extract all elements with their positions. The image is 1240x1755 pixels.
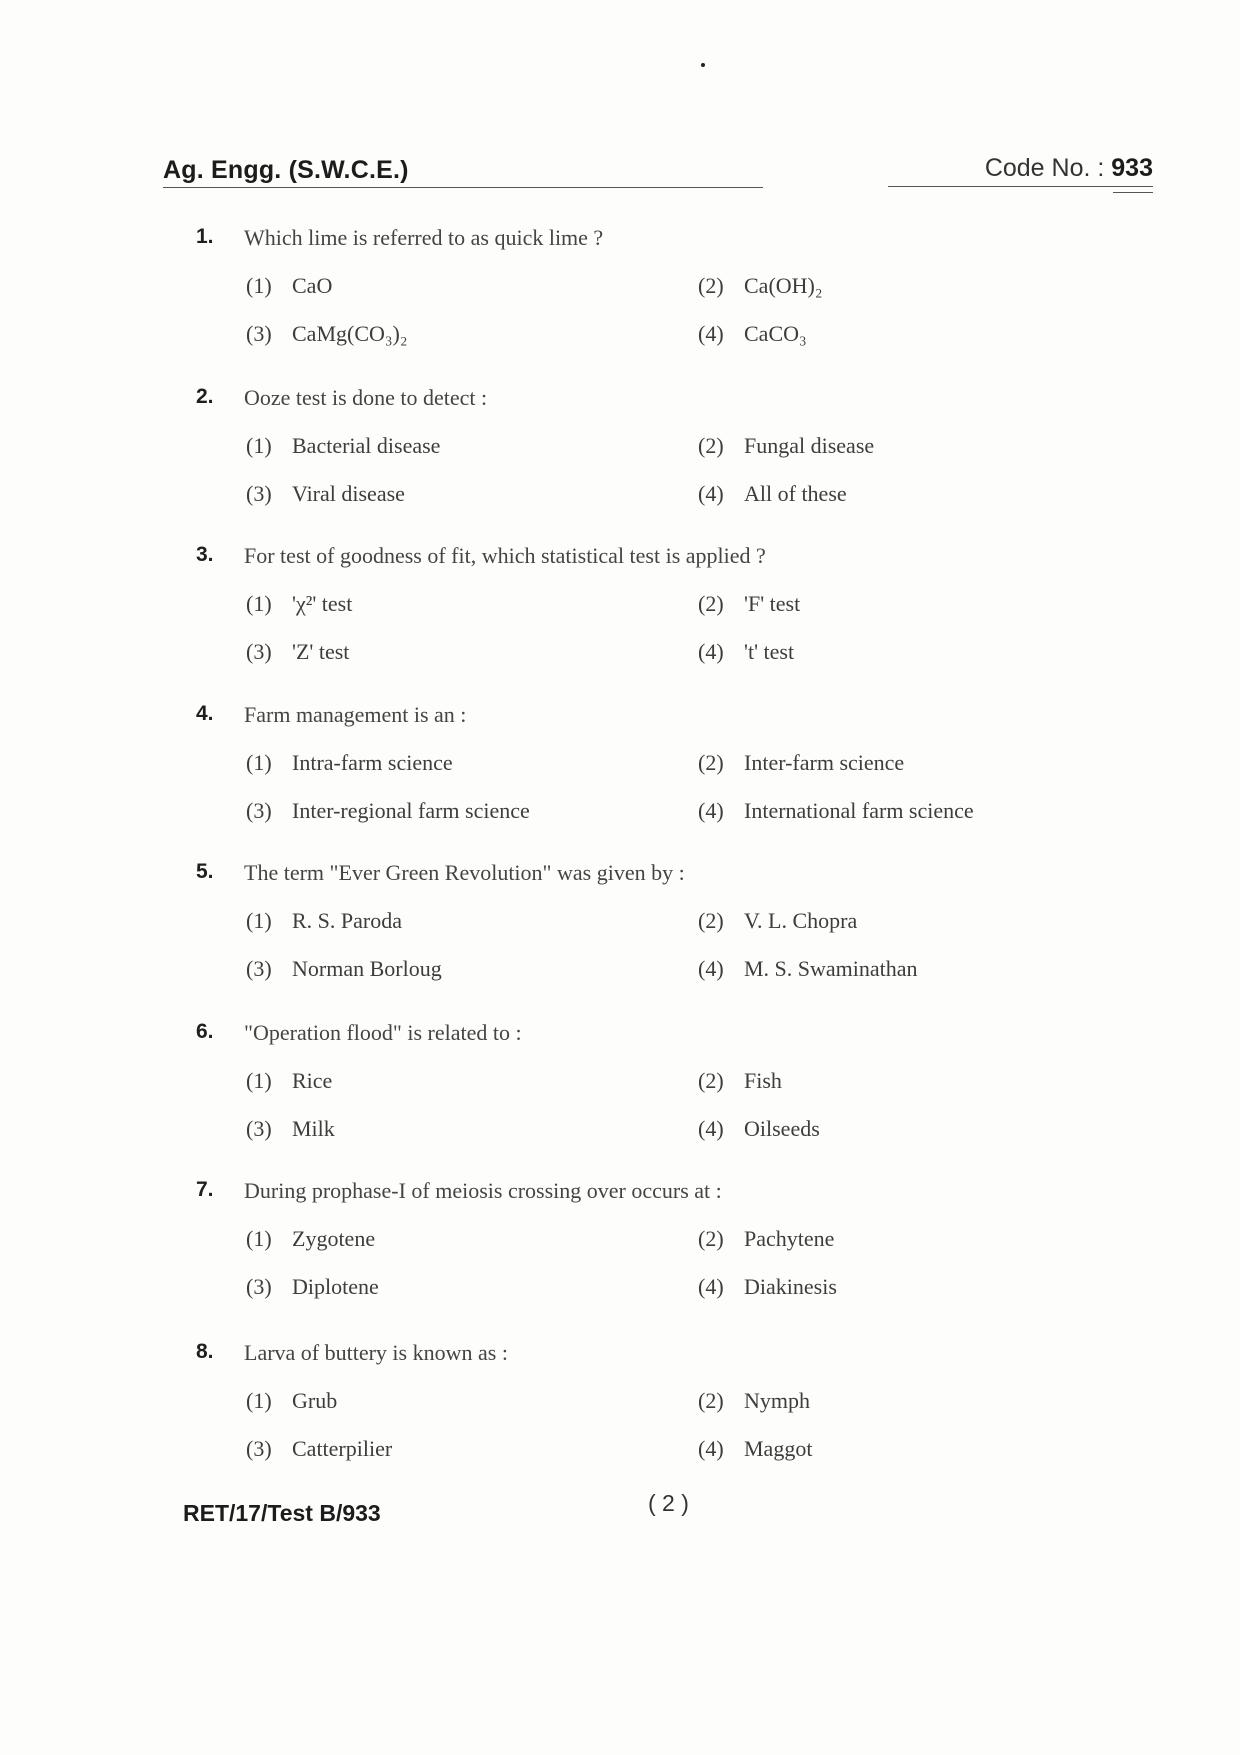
option-number: (1)	[246, 591, 272, 616]
option-4	[698, 321, 807, 347]
option-text: Intra-farm science	[292, 750, 453, 775]
option-text: Bacterial disease	[292, 433, 441, 458]
question-number: 7.	[196, 1178, 214, 1201]
option-2	[698, 750, 904, 776]
option-text: Grub	[292, 1388, 338, 1413]
option-number: (2)	[698, 1388, 724, 1413]
option-number: (4)	[698, 1436, 724, 1461]
question-text: Larva of buttery is known as :	[244, 1340, 508, 1365]
option-text: V. L. Chopra	[744, 908, 858, 933]
question-text: Ooze test is done to detect :	[244, 385, 488, 410]
question-number: 6.	[196, 1020, 214, 1043]
option-text: Ca(OH)₂	[744, 273, 823, 298]
subject-title: Ag. Engg. (S.W.C.E.)	[163, 156, 409, 184]
option-2	[698, 1226, 834, 1252]
option-text: Diplotene	[292, 1274, 379, 1299]
option-number: (4)	[698, 1274, 724, 1299]
footer-paper-code: RET/17/Test B/933	[183, 1500, 381, 1526]
question-number: 2.	[196, 385, 214, 408]
code-value: 933	[1111, 154, 1153, 182]
option-text: Norman Borloug	[292, 956, 442, 981]
code-number	[985, 154, 1153, 183]
option-text: All of these	[744, 481, 847, 506]
option-text: Fish	[744, 1068, 782, 1093]
code-label: Code No. :	[984, 154, 1105, 182]
option-number: (3)	[246, 956, 272, 981]
option-text: CaCO₃	[744, 321, 807, 346]
option-text: 'χ²' test	[292, 591, 353, 616]
option-text: CaO	[292, 273, 333, 298]
option-text: 'F' test	[744, 591, 801, 616]
option-number: (1)	[246, 433, 272, 458]
option-text: Oilseeds	[744, 1116, 820, 1141]
option-4	[698, 639, 794, 665]
option-text: Catterpilier	[292, 1436, 393, 1461]
option-text: Viral disease	[292, 481, 405, 506]
option-1	[246, 750, 453, 776]
question-number: 1.	[196, 225, 214, 248]
option-text: Diakinesis	[744, 1274, 837, 1299]
option-1	[246, 1068, 332, 1094]
option-text: Inter-regional farm science	[292, 798, 530, 823]
option-text: Rice	[292, 1068, 333, 1093]
option-4	[698, 798, 974, 824]
option-text: International farm science	[744, 798, 974, 823]
option-1	[246, 273, 332, 299]
option-number: (1)	[246, 1068, 272, 1093]
option-2	[698, 433, 874, 459]
question-text: "Operation flood" is related to :	[244, 1020, 522, 1045]
option-number: (2)	[698, 273, 724, 298]
option-4	[698, 1116, 820, 1142]
option-text: Nymph	[744, 1388, 810, 1413]
speck-mark	[701, 63, 705, 67]
option-number: (3)	[246, 639, 272, 664]
question-text: For test of goodness of fit, which statistical test is applied ?	[244, 543, 766, 568]
option-number: (3)	[246, 481, 272, 506]
question-number: 5.	[196, 860, 214, 883]
option-number: (4)	[698, 321, 724, 346]
option-4	[698, 1436, 812, 1462]
option-number: (2)	[698, 591, 724, 616]
option-3	[246, 1116, 335, 1142]
option-number: (3)	[246, 1116, 272, 1141]
option-number: (2)	[698, 433, 724, 458]
header-rule	[1113, 192, 1153, 193]
option-2	[698, 273, 823, 299]
option-2	[698, 908, 857, 934]
option-1	[246, 433, 440, 459]
option-4	[698, 1274, 837, 1300]
option-number: (2)	[698, 750, 724, 775]
option-number: (2)	[698, 1226, 724, 1251]
option-number: (1)	[246, 908, 272, 933]
option-1	[246, 1226, 375, 1252]
option-number: (2)	[698, 908, 724, 933]
option-text: Inter-farm science	[744, 750, 905, 775]
option-3	[246, 639, 349, 665]
option-3	[246, 481, 405, 507]
option-text: M. S. Swaminathan	[744, 956, 918, 981]
option-1	[246, 591, 352, 617]
option-number: (2)	[698, 1068, 724, 1093]
option-3	[246, 798, 530, 824]
question-number: 3.	[196, 543, 214, 566]
option-text: Maggot	[744, 1436, 813, 1461]
option-number: (1)	[246, 750, 272, 775]
option-2	[698, 1388, 810, 1414]
header-rule	[888, 186, 1153, 187]
option-text: Milk	[292, 1116, 335, 1141]
option-3	[246, 956, 442, 982]
option-number: (3)	[246, 321, 272, 346]
option-number: (4)	[698, 798, 724, 823]
option-1	[246, 908, 402, 934]
option-text: R. S. Paroda	[292, 908, 402, 933]
option-number: (3)	[246, 1274, 272, 1299]
header-rule	[163, 187, 763, 188]
option-3	[246, 1274, 379, 1300]
option-number: (3)	[246, 798, 272, 823]
option-3	[246, 321, 408, 347]
option-2	[698, 1068, 782, 1094]
option-3	[246, 1436, 392, 1462]
option-number: (4)	[698, 956, 724, 981]
option-number: (4)	[698, 481, 724, 506]
option-number: (1)	[246, 273, 272, 298]
question-number: 8.	[196, 1340, 214, 1363]
question-text: Farm management is an :	[244, 702, 467, 727]
option-number: (3)	[246, 1436, 272, 1461]
option-text: Pachytene	[744, 1226, 835, 1251]
option-number: (4)	[698, 639, 724, 664]
page-header	[163, 150, 1153, 190]
option-number: (1)	[246, 1226, 272, 1251]
question-number: 4.	[196, 702, 214, 725]
option-text: CaMg(CO₃)₂	[292, 321, 408, 346]
option-text: 't' test	[744, 639, 795, 664]
option-2	[698, 591, 800, 617]
option-text: Zygotene	[292, 1226, 376, 1251]
option-number: (4)	[698, 1116, 724, 1141]
option-4	[698, 956, 918, 982]
question-text: During prophase-I of meiosis crossing over occurs at :	[244, 1178, 722, 1203]
option-text: Fungal disease	[744, 433, 875, 458]
option-4	[698, 481, 847, 507]
option-text: 'Z' test	[292, 639, 350, 664]
option-1	[246, 1388, 337, 1414]
page-number: ( 2 )	[648, 1490, 689, 1516]
question-text: The term "Ever Green Revolution" was given by :	[244, 860, 685, 885]
option-number: (1)	[246, 1388, 272, 1413]
question-text: Which lime is referred to as quick lime ?	[244, 225, 604, 250]
